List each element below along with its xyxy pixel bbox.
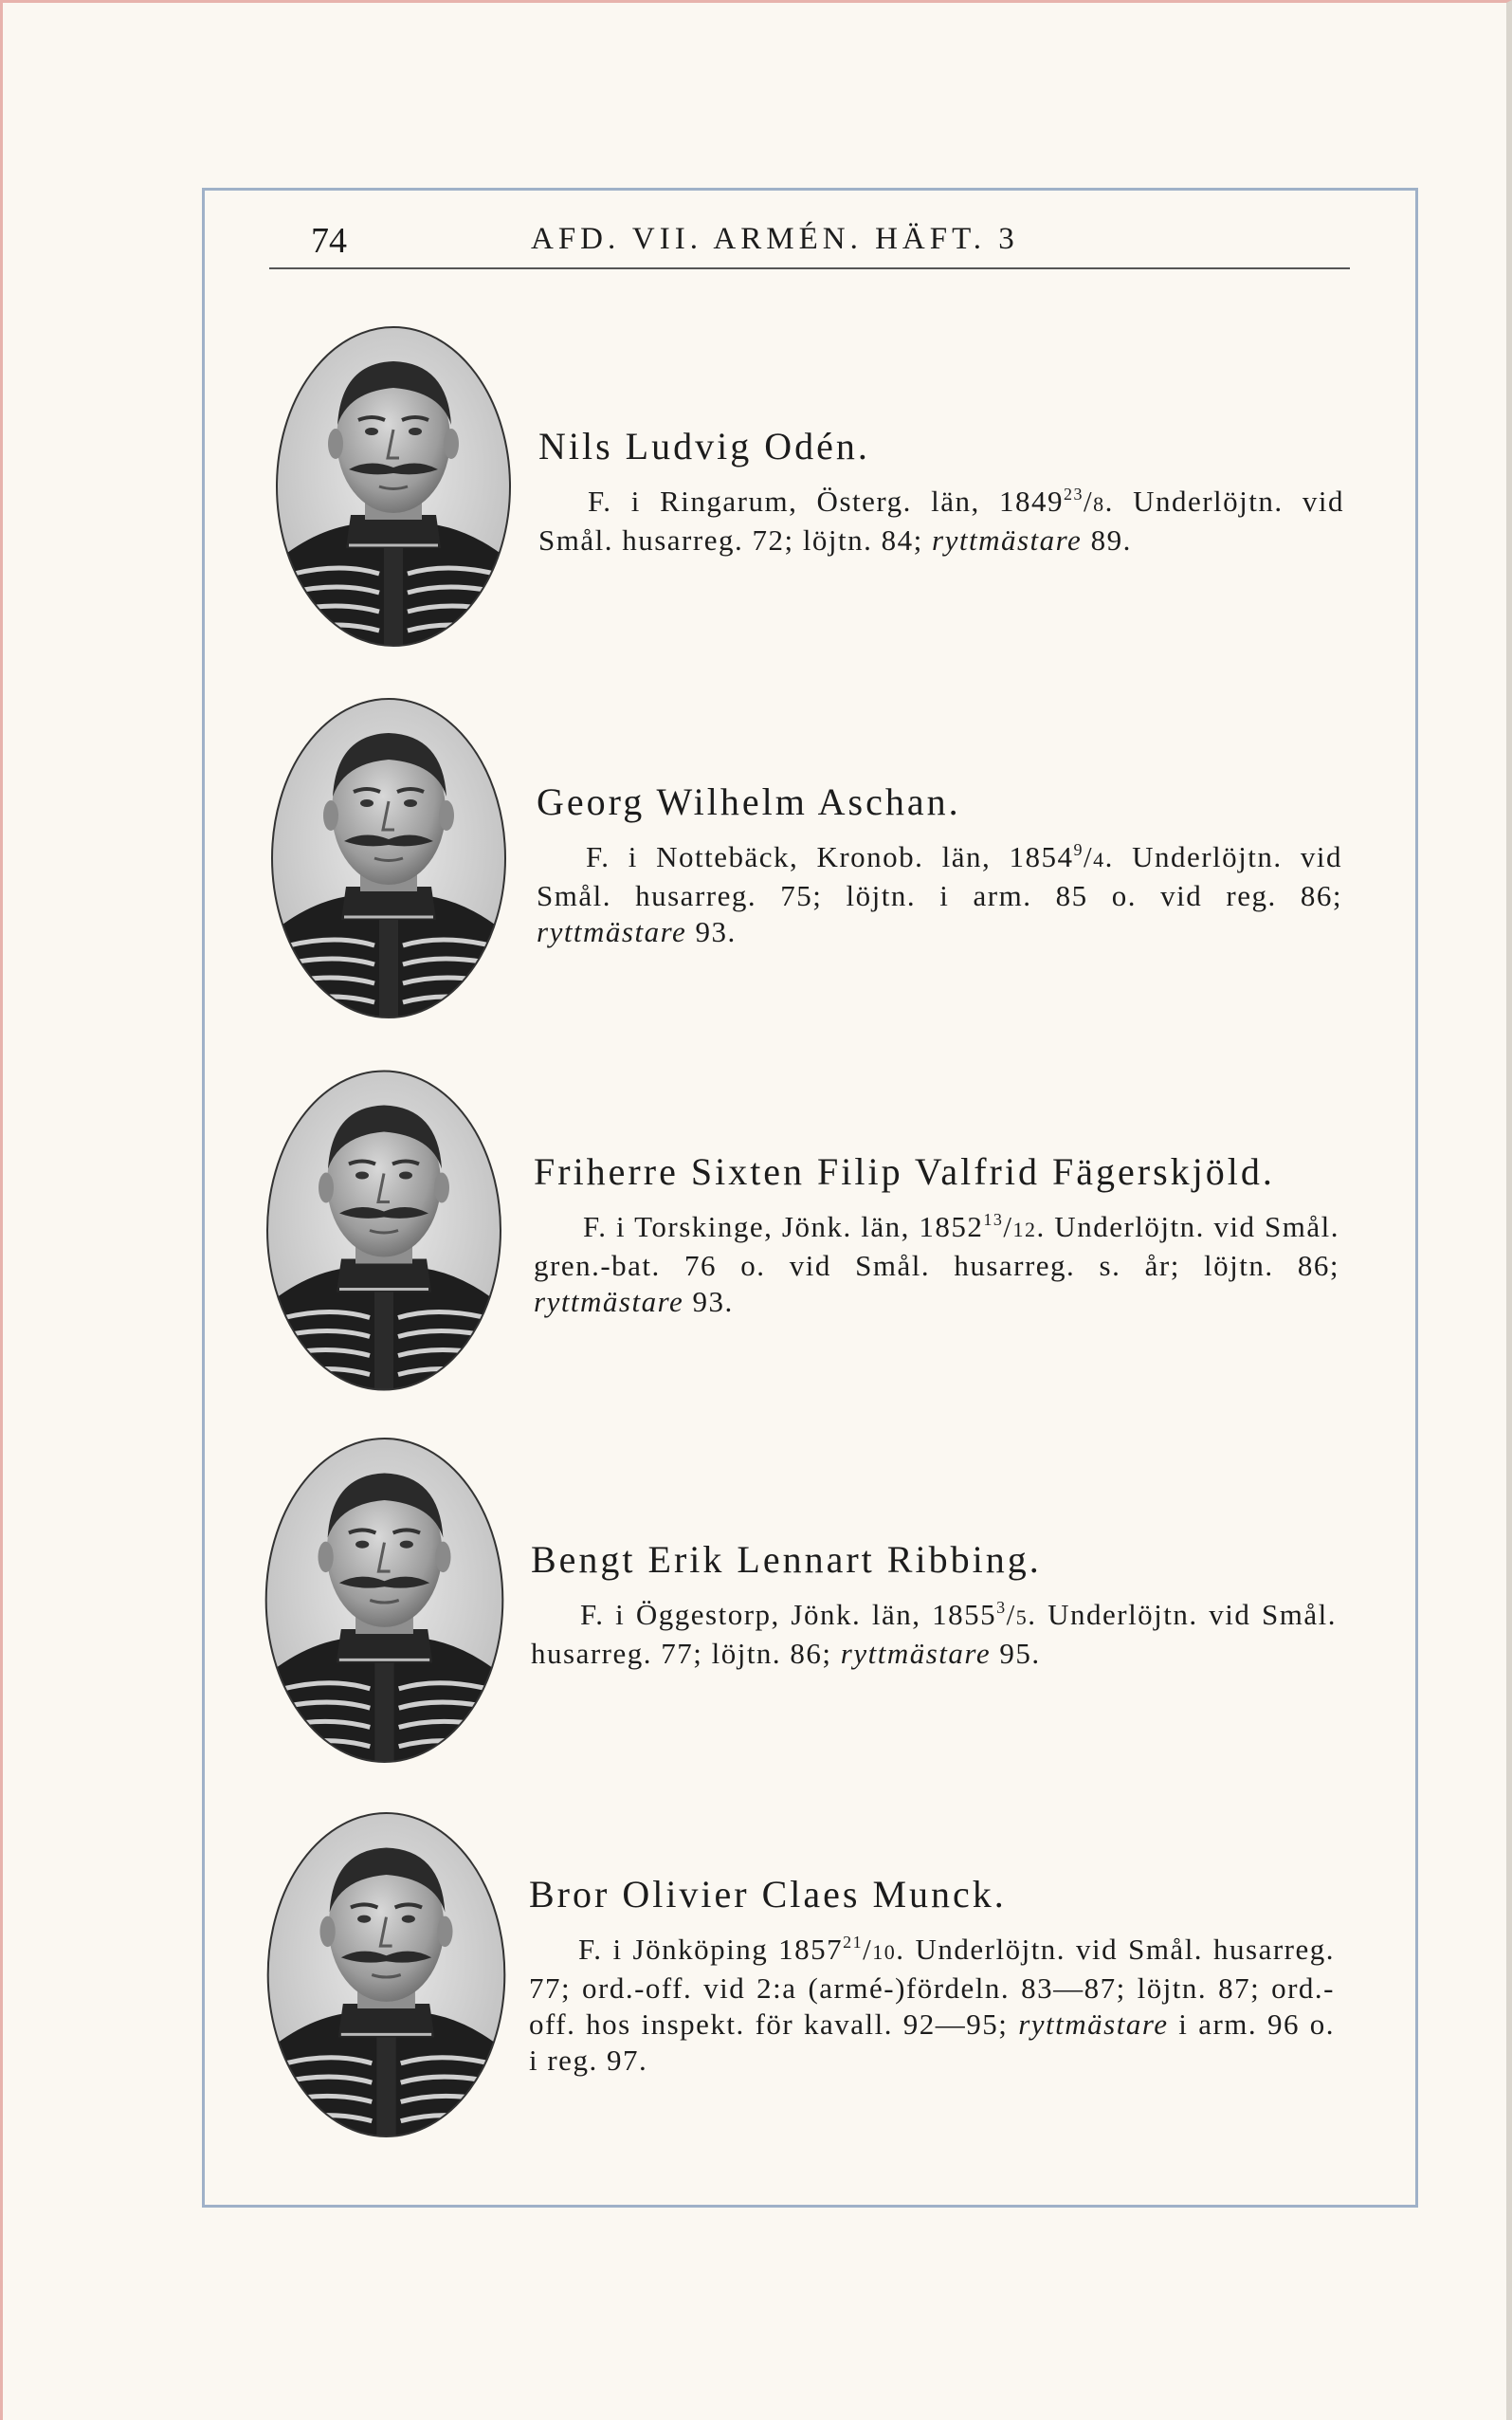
entry-bio: F. i Torskinge, Jönk. län, 1852$^{13}$/12. Underlöjtn. vid Smål. gren.-bat. 76 o. vid Smål. husarreg. s. år; löjtn. 86; ryttmästare 93. bbox=[534, 1210, 1339, 1318]
page-header bbox=[269, 218, 1350, 267]
entry-name: Nils Ludvig Odén. bbox=[538, 425, 870, 468]
portrait-aschan bbox=[270, 697, 507, 1019]
entry-bio: F. i Nottebäck, Kronob. län, 1854$^9$/4. Underlöjtn. vid Smål. husarreg. 75; löjtn. i arm. 85 o. vid reg. 86; ryttmästare 93. bbox=[537, 840, 1342, 948]
portrait-ribbing bbox=[264, 1437, 505, 1764]
entry-fagerskjold bbox=[534, 1150, 1339, 1320]
entry-bio: F. i Ringarum, Österg. län, 1849$^{23}$/8. Underlöjtn. vid Smål. husarreg. 72; löjtn. 84; ryttmästare 89. bbox=[538, 485, 1344, 557]
entry-oden bbox=[538, 425, 1344, 559]
header-rule bbox=[269, 267, 1350, 269]
running-title: AFD. VII. ARMÉN. HÄFT. 3 bbox=[531, 222, 1019, 256]
entry-bio: F. i Jönköping 1857$^{21}$/10. Underlöjtn. vid Smål. husarreg. 77; ord.-off. vid 2:a (armé-)fördeln. 83—87; löjtn. 87; ord.-off. hos inspekt. för kavall. 92—95; ryttmästare i arm. 96 o. i reg. 97. bbox=[529, 1933, 1335, 2077]
entry-ribbing bbox=[531, 1538, 1337, 1672]
entry-name: Friherre Sixten Filip Valfrid Fägerskjöld. bbox=[534, 1150, 1275, 1193]
portrait-fagerskjold bbox=[265, 1067, 502, 1394]
entry-bio: F. i Öggestorp, Jönk. län, 1855$^3$/5. Underlöjtn. vid Smål. husarreg. 77; löjtn. 86; ryttmästare 95. bbox=[531, 1598, 1337, 1670]
portrait-oden bbox=[275, 325, 512, 648]
portrait-munck bbox=[265, 1811, 507, 2138]
entry-name: Georg Wilhelm Aschan. bbox=[537, 780, 961, 823]
entry-aschan bbox=[537, 780, 1342, 950]
entry-name: Bengt Erik Lennart Ribbing. bbox=[531, 1538, 1042, 1581]
page-number: 74 bbox=[311, 221, 347, 261]
entry-munck bbox=[529, 1873, 1335, 2079]
entry-name: Bror Olivier Claes Munck. bbox=[529, 1873, 1007, 1916]
